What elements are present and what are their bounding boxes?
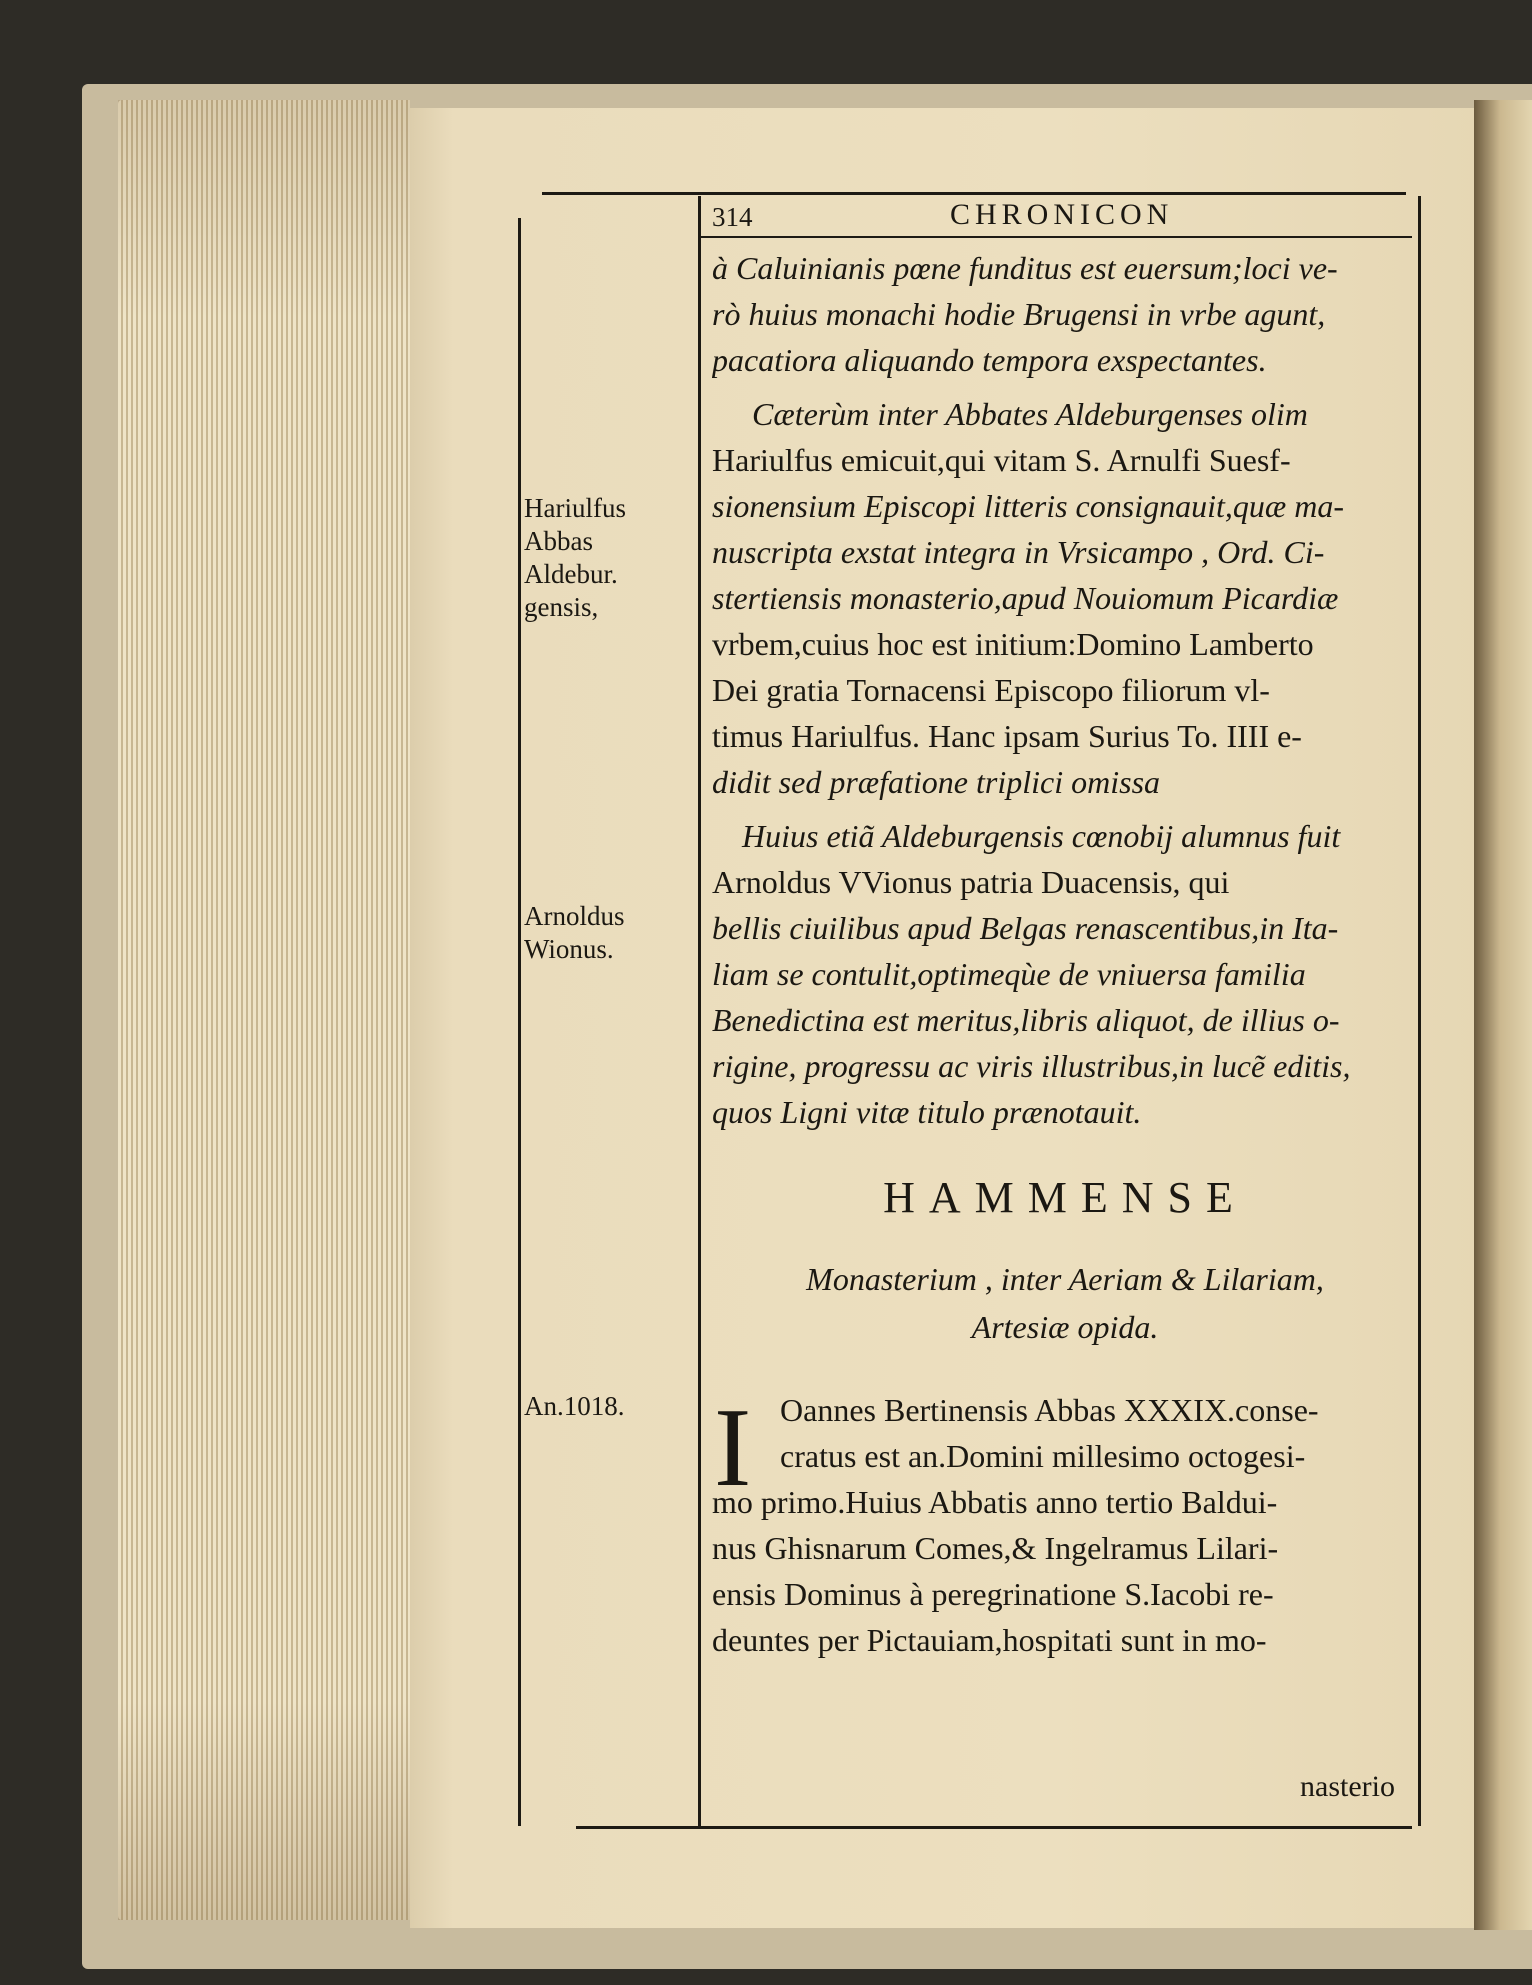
- column-rule: [698, 196, 701, 1826]
- text-line: Oannes Bertinensis Abbas XXXIX.conse-: [780, 1392, 1319, 1428]
- text-line: cratus est an.Domini millesimo octogesi-: [780, 1438, 1306, 1474]
- text-line: rò huius monachi hodie Brugensi in vrbe agunt,: [712, 296, 1326, 332]
- text-line: liam se contulit,optimeqùe de vniuersa familia: [712, 956, 1306, 992]
- text-line: rigine, progressu ac viris illustribus,in lucẽ editis,: [712, 1048, 1351, 1084]
- text-line: Benedictina est meritus,libris aliquot, de illius o-: [712, 1002, 1340, 1038]
- page-number: 314: [712, 202, 753, 232]
- text-line: stertiensis monasterio,apud Nouiomum Picardiæ: [712, 580, 1339, 616]
- running-title: CHRONICON: [950, 198, 1174, 231]
- text-line: Hariulfus emicuit,qui vitam S. Arnulfi Suesf-: [712, 442, 1291, 478]
- text-line: pacatiora aliquando tempora exspectantes.: [712, 342, 1267, 378]
- text-line: à Caluinianis pœne funditus est euersum;loci ve-: [712, 250, 1338, 286]
- section-heading: HAMMENSE: [883, 1173, 1247, 1222]
- drop-cap: I: [714, 1386, 752, 1510]
- margin-note-line: Arnoldus: [524, 901, 625, 931]
- book-gutter: [1474, 100, 1532, 1930]
- margin-note-line: Hariulfus: [524, 493, 626, 523]
- text-line: bellis ciuilibus apud Belgas renascentibus,in Ita-: [712, 910, 1339, 946]
- margin-note-line: Wionus.: [524, 934, 614, 964]
- text-line: sionensium Episcopi litteris consignauit,quæ ma-: [712, 488, 1344, 524]
- section-subtitle: Artesiæ opida.: [971, 1309, 1159, 1345]
- text-line: deuntes per Pictauiam,hospitati sunt in mo-: [712, 1622, 1267, 1658]
- margin-note-year: [524, 1390, 694, 1423]
- text-line: ensis Dominus à peregrinatione S.Iacobi re-: [712, 1576, 1274, 1612]
- page-edges: [118, 100, 410, 1920]
- catchword: nasterio: [1300, 1770, 1395, 1803]
- top-rule: [542, 192, 1406, 195]
- margin-note-line: Abbas: [524, 526, 593, 556]
- text-line: Cæterùm inter Abbates Aldeburgenses olim: [752, 396, 1308, 432]
- text-line: nus Ghisnarum Comes,& Ingelramus Lilari-: [712, 1530, 1279, 1566]
- text-line: Arnoldus VVionus patria Duacensis, qui: [712, 864, 1230, 900]
- text-line: Huius etiã Aldeburgensis cœnobij alumnus fuit: [742, 818, 1341, 854]
- text-line: didit sed præfatione triplici omissa: [712, 764, 1161, 800]
- margin-note-line: An.1018.: [524, 1391, 625, 1421]
- section-subtitle: Monasterium , inter Aeriam & Lilariam,: [806, 1261, 1324, 1297]
- text-line: quos Ligni vitæ titulo prænotauit.: [712, 1094, 1142, 1130]
- text-line: vrbem,cuius hoc est initium:Domino Lamberto: [712, 626, 1314, 662]
- margin-note-hariulfus: [524, 492, 694, 624]
- header-rule: [700, 236, 1412, 238]
- margin-note-arnoldus: [524, 900, 694, 966]
- right-rule: [1418, 196, 1421, 1826]
- text-line: timus Hariulfus. Hanc ipsam Surius To. IIII e-: [712, 718, 1302, 754]
- bottom-rule: [576, 1826, 1412, 1829]
- margin-note-line: Aldebur.: [524, 559, 618, 589]
- outer-left-rule: [518, 218, 521, 1826]
- text-line: Dei gratia Tornacensi Episcopo filiorum vl-: [712, 672, 1270, 708]
- margin-note-line: gensis,: [524, 592, 599, 622]
- text-line: nuscripta exstat integra in Vrsicampo , Ord. Ci-: [712, 534, 1325, 570]
- text-line: mo primo.Huius Abbatis anno tertio Baldui-: [712, 1484, 1278, 1520]
